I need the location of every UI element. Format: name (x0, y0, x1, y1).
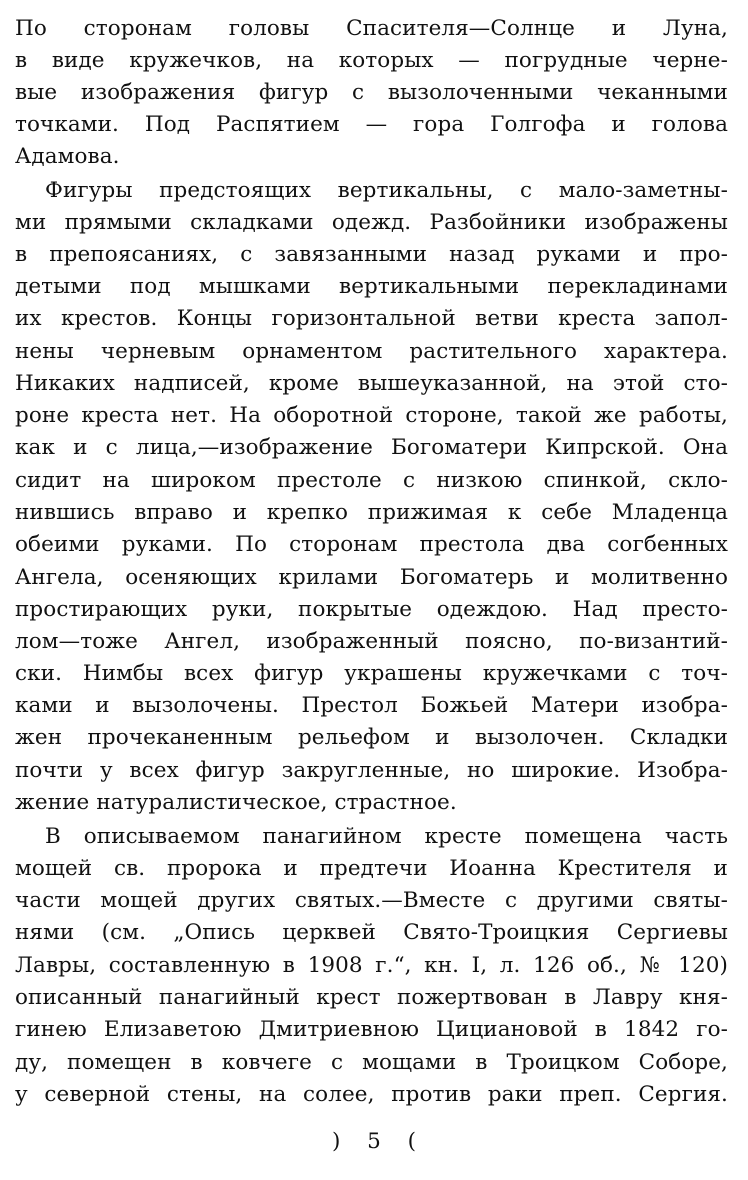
text-line: ками и вызолочены. Престол Божьей Матери изобра- (15, 693, 728, 718)
text-line: лом—тоже Ангел, изображенный поясно, по-византий- (15, 629, 728, 654)
text-line: обеими руками. По сторонам престола два согбенных (15, 532, 728, 557)
paragraph-first-line: В описываемом панагийном кресте помещена часть (45, 824, 728, 849)
text-line: ски. Нимбы всех фигур украшены кружечками с точ- (15, 661, 728, 686)
text-line: детыми под мышками вертикальными перекладинами (15, 274, 728, 299)
text-line: роне креста нет. На оборотной стороне, такой же работы, (15, 403, 728, 428)
text-line: почти у всех фигур закругленные, но широкие. Изобра- (15, 758, 728, 783)
text-line: у северной стены, на солее, против раки преп. Сергия. (15, 1082, 728, 1107)
text-line: Никаких надписей, кроме вышеуказанной, на этой сто- (15, 371, 728, 396)
text-line: нившись вправо и крепко прижимая к себе Младенца (15, 500, 728, 525)
text-line: нены черневым орнаментом растительного характера. (15, 339, 728, 364)
text-line: гинею Елизаветою Дмитриевною Цициановой в 1842 го- (15, 1017, 728, 1042)
text-line: жен прочеканенным рельефом и вызолочен. Складки (15, 725, 728, 750)
text-line: Лавры, составленную в 1908 г.“, кн. I, л. 126 об., № 120) (15, 953, 728, 978)
text-line: нями (см. „Опись церквей Свято-Троицкия Сергиевы (15, 920, 728, 945)
text-line: жение натуралистическое, страстное. (15, 790, 457, 815)
text-line: мощей св. пророка и предтечи Иоанна Крестителя и (15, 856, 728, 881)
text-line: По сторонам головы Спасителя—Солнце и Луна, (15, 16, 728, 41)
text-line: Ангела, осеняющих крилами Богоматерь и молитвенно (15, 565, 728, 590)
text-line: простирающих руки, покрытые одеждою. Над престо- (15, 597, 728, 622)
text-line: точками. Под Распятием — гора Голгофа и голова (15, 112, 728, 137)
text-line: части мощей других святых.—Вместе с другими святы- (15, 888, 728, 913)
text-line: сидит на широком престоле с низкою спинкой, скло- (15, 468, 728, 493)
text-line: описанный панагийный крест пожертвован в Лавру кня- (15, 985, 728, 1010)
text-line: как и с лица,—изображение Богоматери Кипрской. Она (15, 435, 728, 460)
text-line: вые изображения фигур с вызолоченными чеканными (15, 80, 728, 105)
text-line: в виде кружечков, на которых — погрудные черне- (15, 48, 728, 73)
text-line: ду, помещен в ковчеге с мощами в Троицком Соборе, (15, 1050, 728, 1075)
page-number: ) 5 ( (331, 1129, 417, 1154)
text-line: ми прямыми складками одежд. Разбойники изображены (15, 210, 728, 235)
text-line: в препоясаниях, с завязанными назад руками и про- (15, 242, 728, 267)
text-line: Адамова. (15, 144, 120, 169)
text-line: их крестов. Концы горизонтальной ветви креста запол- (15, 306, 728, 331)
paragraph-first-line: Фигуры предстоящих вертикальны, с мало-заметны- (45, 178, 728, 203)
